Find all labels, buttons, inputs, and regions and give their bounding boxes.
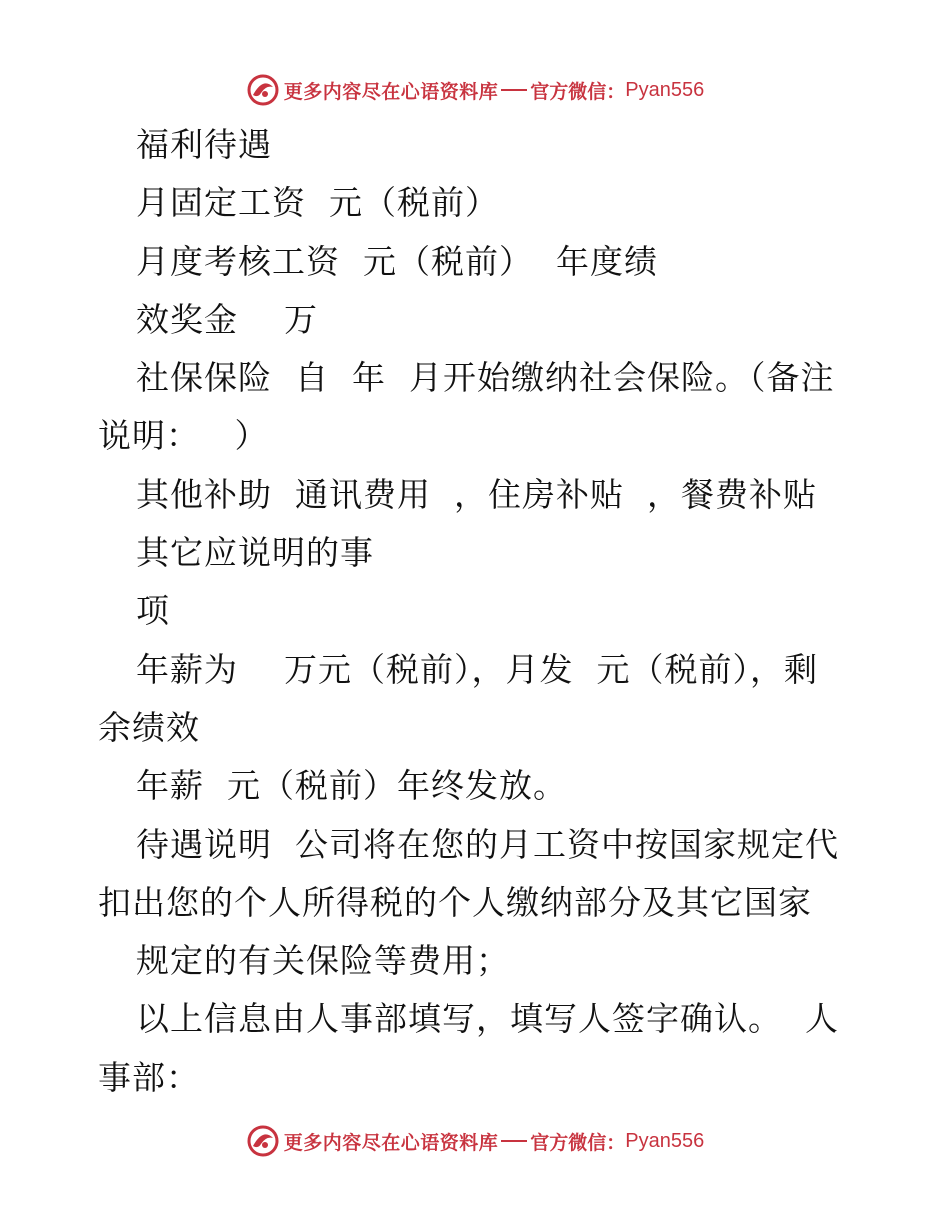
text-line: 说明： ） [98, 416, 269, 456]
wechat-id: Pyan556 [625, 78, 705, 101]
banner-dash-divider [501, 1140, 527, 1142]
text-line: 余绩效 [98, 707, 200, 747]
promo-text: 更多内容尽在心语资料库 [283, 80, 499, 103]
text-line: 以上信息由人事部填写，填写人签字确认。 人 [136, 999, 839, 1039]
official-wechat-label: 官方微信： [530, 80, 626, 103]
text-line: 待遇说明 公司将在您的月工资中按国家规定代 [136, 824, 839, 864]
text-line: 扣出您的个人所得税的个人缴纳部分及其它国家 [98, 882, 812, 922]
header-watermark-banner [0, 70, 950, 110]
text-line: 年薪为 万元（税前），月发 元（税前），剩 [136, 649, 818, 689]
promo-text: 更多内容尽在心语资料库 [283, 1131, 499, 1154]
banner-dash-divider [501, 89, 527, 91]
document-body [98, 116, 838, 1107]
section-heading-benefits: 福利待遇 [136, 125, 272, 164]
text-line: 年薪 元（税前）年终发放。 [136, 766, 567, 806]
text-line: 事部： [98, 1057, 200, 1097]
text-line: 社保保险 自 年 月开始缴纳社会保险。（备注 [136, 358, 835, 398]
red-swirl-logo-icon [246, 1124, 280, 1158]
text-line: 规定的有关保险等费用； [136, 941, 510, 981]
text-line: 月度考核工资 元（税前） 年度绩 [136, 241, 658, 281]
text-line: 其他补助 通讯费用 ，住房补贴 ，餐费补贴 [136, 474, 817, 514]
text-line: 效奖金 万 [136, 299, 318, 339]
wechat-id: Pyan556 [625, 1129, 705, 1152]
red-swirl-logo-icon [246, 73, 280, 107]
text-line: 其它应说明的事 [136, 533, 374, 573]
text-line: 月固定工资 元（税前） [136, 183, 499, 223]
official-wechat-label: 官方微信： [530, 1131, 626, 1154]
text-line: 项 [136, 591, 170, 631]
footer-watermark-banner [0, 1121, 950, 1161]
